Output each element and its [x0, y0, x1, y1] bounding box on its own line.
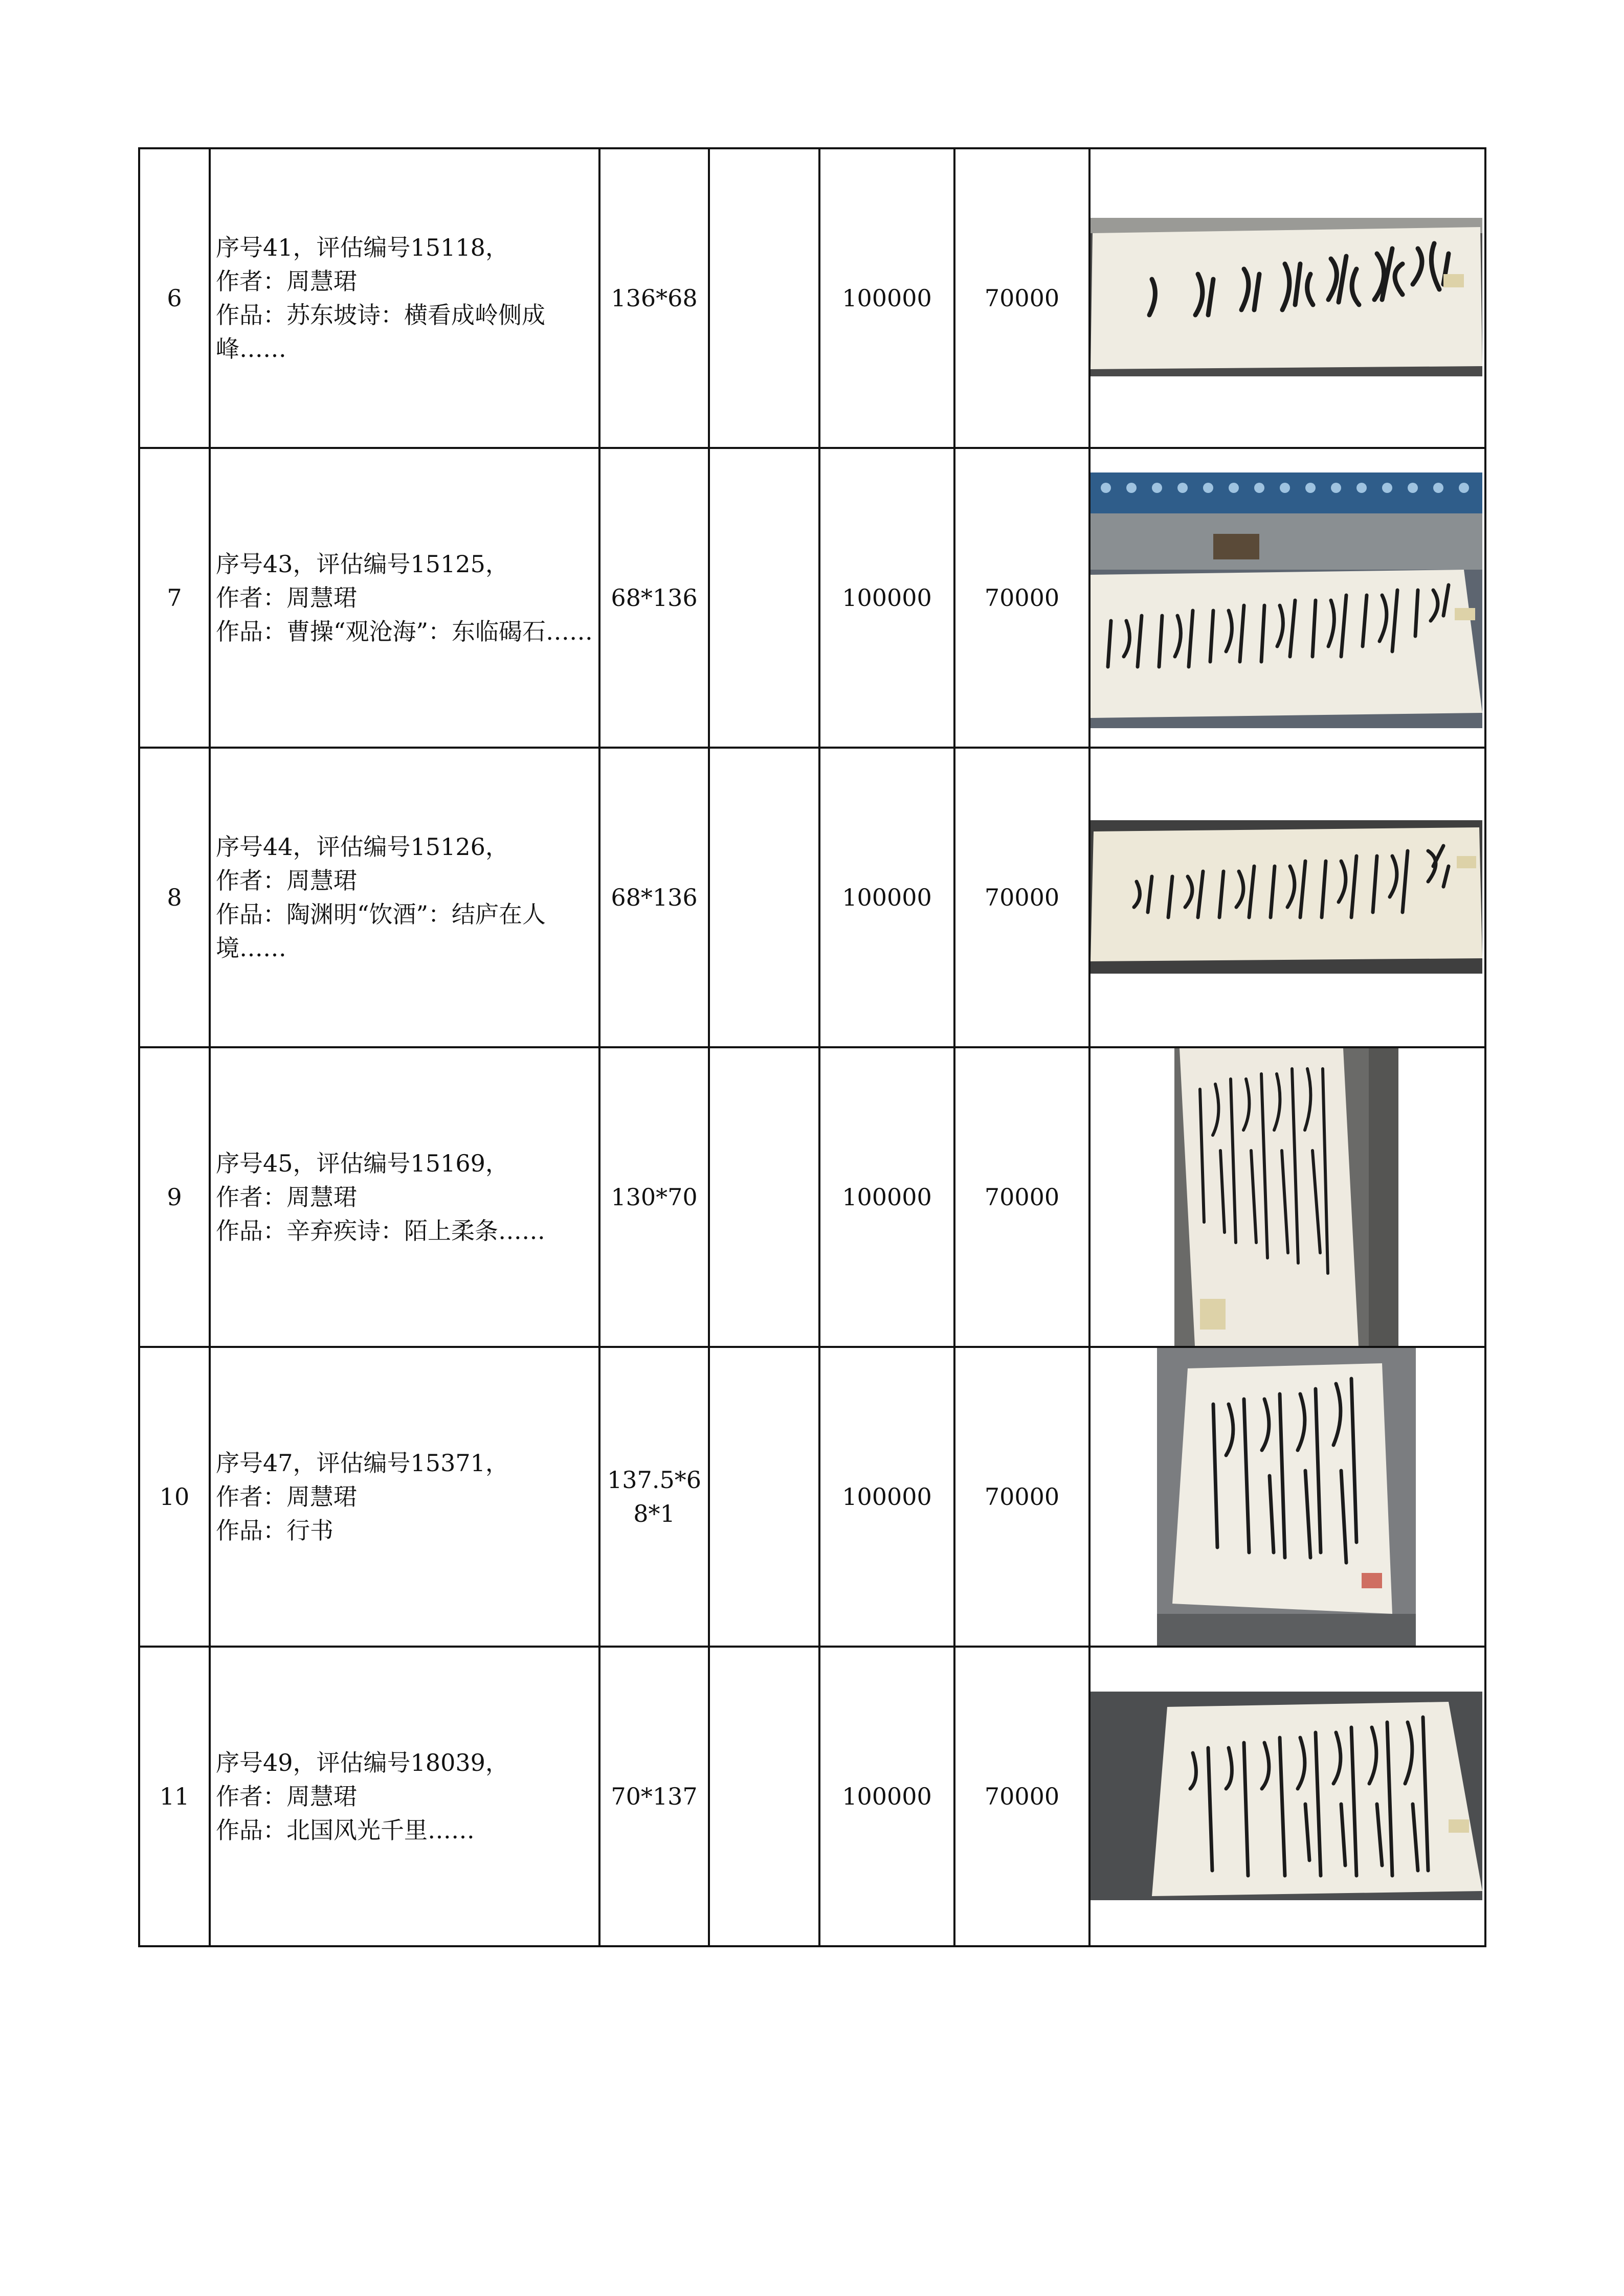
estimate-price: 100000 — [819, 1347, 954, 1647]
lot-serial-line: 序号47，评估编号15371， — [216, 1449, 509, 1477]
lot-description — [210, 748, 599, 1047]
vertical-scroll-photo — [1174, 1048, 1398, 1346]
lot-photo-cell — [1089, 1647, 1485, 1946]
lot-size: 137.5*68*1 — [599, 1347, 709, 1647]
lot-photo-cell — [1089, 448, 1485, 748]
blank-cell — [709, 448, 819, 748]
row-number: 8 — [139, 748, 210, 1047]
lot-author-line: 作者：周慧珺 — [216, 867, 357, 894]
lot-description — [210, 1647, 599, 1946]
reserve-price: 70000 — [954, 748, 1089, 1047]
estimate-price: 100000 — [819, 1047, 954, 1347]
table-row — [139, 1047, 1485, 1347]
table-row — [139, 148, 1485, 448]
lot-photo-cell — [1089, 1347, 1485, 1647]
lot-description — [210, 148, 599, 448]
blank-cell — [709, 148, 819, 448]
lot-serial-line: 序号45，评估编号15169， — [216, 1150, 509, 1177]
horizontal-scroll-photo — [1091, 218, 1482, 376]
lot-work-line: 作品：苏东坡诗：横看成岭侧成峰…… — [216, 301, 545, 363]
lot-serial-line: 序号44，评估编号15126， — [216, 833, 509, 861]
lot-serial-line: 序号49，评估编号18039， — [216, 1749, 509, 1776]
lot-size: 130*70 — [599, 1047, 709, 1347]
lot-author-line: 作者：周慧珺 — [216, 1783, 357, 1810]
lot-work-line: 作品：辛弃疾诗：陌上柔条…… — [216, 1217, 545, 1245]
lot-serial-line: 序号41，评估编号15118， — [216, 234, 509, 261]
horizontal-scroll-photo — [1091, 1692, 1482, 1900]
lot-description — [210, 1047, 599, 1347]
estimate-price: 100000 — [819, 148, 954, 448]
blank-cell — [709, 748, 819, 1047]
lot-author-line: 作者：周慧珺 — [216, 584, 357, 612]
lot-description — [210, 1347, 599, 1647]
lot-serial-line: 序号43，评估编号15125， — [216, 550, 509, 578]
estimate-price: 100000 — [819, 1647, 954, 1946]
lot-photo-cell — [1089, 748, 1485, 1047]
reserve-price: 70000 — [954, 1647, 1089, 1946]
row-number: 6 — [139, 148, 210, 448]
horizontal-scroll-photo — [1091, 472, 1482, 728]
lot-author-line: 作者：周慧珺 — [216, 1483, 357, 1511]
reserve-price: 70000 — [954, 1047, 1089, 1347]
lot-size: 68*136 — [599, 748, 709, 1047]
lot-work-line: 作品：曹操“观沧海”：东临碣石…… — [216, 618, 593, 645]
auction-lot-table — [138, 147, 1486, 1947]
lot-author-line: 作者：周慧珺 — [216, 1183, 357, 1211]
lot-size: 70*137 — [599, 1647, 709, 1946]
lot-work-line: 作品：陶渊明“饮酒”：结庐在人境…… — [216, 901, 546, 962]
table-row — [139, 1347, 1485, 1647]
blank-cell — [709, 1047, 819, 1347]
reserve-price: 70000 — [954, 148, 1089, 448]
lot-work-line: 作品：行书 — [216, 1517, 333, 1544]
lot-photo-cell — [1089, 1047, 1485, 1347]
estimate-price: 100000 — [819, 748, 954, 1047]
row-number: 10 — [139, 1347, 210, 1647]
table-row — [139, 448, 1485, 748]
row-number: 9 — [139, 1047, 210, 1347]
vertical-scroll-photo — [1157, 1348, 1416, 1646]
lot-author-line: 作者：周慧珺 — [216, 267, 357, 295]
row-number: 11 — [139, 1647, 210, 1946]
row-number: 7 — [139, 448, 210, 748]
reserve-price: 70000 — [954, 448, 1089, 748]
table-row — [139, 1647, 1485, 1946]
horizontal-scroll-photo — [1091, 820, 1482, 974]
blank-cell — [709, 1347, 819, 1647]
lot-size: 68*136 — [599, 448, 709, 748]
reserve-price: 70000 — [954, 1347, 1089, 1647]
lot-photo-cell — [1089, 148, 1485, 448]
estimate-price: 100000 — [819, 448, 954, 748]
table-row — [139, 748, 1485, 1047]
blank-cell — [709, 1647, 819, 1946]
lot-work-line: 作品：北国风光千里…… — [216, 1816, 475, 1844]
lot-size: 136*68 — [599, 148, 709, 448]
lot-description — [210, 448, 599, 748]
